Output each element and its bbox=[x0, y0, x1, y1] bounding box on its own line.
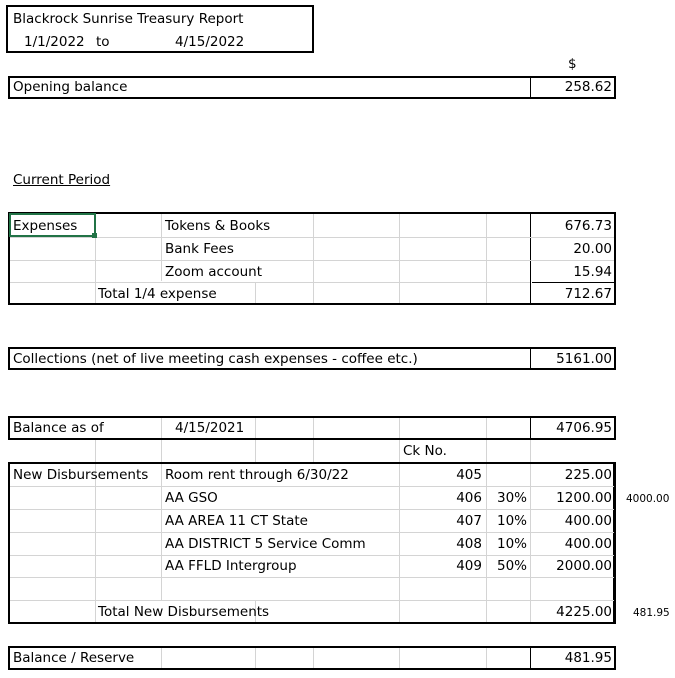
disbursement-item-label: AA DISTRICT 5 Service Comm bbox=[165, 536, 366, 552]
collections-label: Collections (net of live meeting cash expenses - coffee etc.) bbox=[13, 351, 418, 367]
disbursements-total-side-note: 481.95 bbox=[633, 607, 670, 619]
expense-item-value: 20.00 bbox=[573, 241, 612, 257]
disbursements-label: New Disbursements bbox=[13, 467, 149, 483]
disbursement-item-check: 405 bbox=[456, 467, 482, 483]
end-date: 4/15/2022 bbox=[175, 34, 245, 50]
disbursement-item-check: 408 bbox=[456, 536, 482, 552]
disbursement-item-percent: 10% bbox=[496, 513, 527, 529]
expense-item-value: 676.73 bbox=[564, 218, 612, 234]
disbursement-item-percent: 50% bbox=[496, 558, 527, 574]
disbursements-total-value: 4225.00 bbox=[556, 604, 612, 620]
disbursement-item-check: 409 bbox=[456, 558, 482, 574]
disbursement-item-check: 407 bbox=[456, 513, 482, 529]
disbursement-item-value: 400.00 bbox=[564, 536, 612, 552]
currency-symbol: $ bbox=[568, 56, 577, 72]
expenses-total-label: Total 1/4 expense bbox=[98, 286, 217, 302]
reserve-label: Balance / Reserve bbox=[13, 650, 135, 666]
disbursement-item-label: AA AREA 11 CT State bbox=[165, 513, 308, 529]
reserve-value: 481.95 bbox=[564, 650, 612, 666]
disbursement-item-label: AA FFLD Intergroup bbox=[165, 558, 297, 574]
disbursement-item-check: 406 bbox=[456, 490, 482, 506]
report-title: Blackrock Sunrise Treasury Report bbox=[13, 11, 244, 27]
start-date: 1/1/2022 bbox=[24, 34, 85, 50]
disbursement-item-value: 1200.00 bbox=[556, 490, 612, 506]
disbursement-item-percent: 30% bbox=[496, 490, 527, 506]
balance-as-of-value: 4706.95 bbox=[556, 420, 612, 436]
collections-value: 5161.00 bbox=[556, 351, 612, 367]
disbursement-side-note: 4000.00 bbox=[626, 493, 670, 505]
current-period-heading: Current Period bbox=[13, 172, 111, 188]
disbursement-item-label: AA GSO bbox=[165, 490, 218, 506]
expense-item-label: Tokens & Books bbox=[165, 218, 271, 234]
opening-balance-label: Opening balance bbox=[13, 79, 128, 95]
balance-as-of-label: Balance as of bbox=[13, 420, 104, 436]
expenses-total-value: 712.67 bbox=[564, 286, 612, 302]
check-number-header: Ck No. bbox=[403, 443, 447, 459]
disbursement-item-value: 400.00 bbox=[564, 513, 612, 529]
expense-item-value: 15.94 bbox=[573, 264, 612, 280]
disbursement-item-percent bbox=[487, 466, 527, 484]
disbursements-total-label: Total New Disbursements bbox=[98, 604, 270, 620]
disbursement-item-value: 225.00 bbox=[564, 467, 612, 483]
expenses-label: Expenses bbox=[13, 218, 78, 234]
disbursement-item-label: Room rent through 6/30/22 bbox=[165, 467, 349, 483]
balance-as-of-date: 4/15/2021 bbox=[175, 420, 245, 436]
expense-item-label: Bank Fees bbox=[165, 241, 234, 257]
disbursement-item-percent: 10% bbox=[496, 536, 527, 552]
opening-balance-value: 258.62 bbox=[564, 79, 612, 95]
to-label: to bbox=[96, 34, 110, 50]
expense-item-label: Zoom account bbox=[165, 264, 262, 280]
disbursement-item-value: 2000.00 bbox=[556, 558, 612, 574]
